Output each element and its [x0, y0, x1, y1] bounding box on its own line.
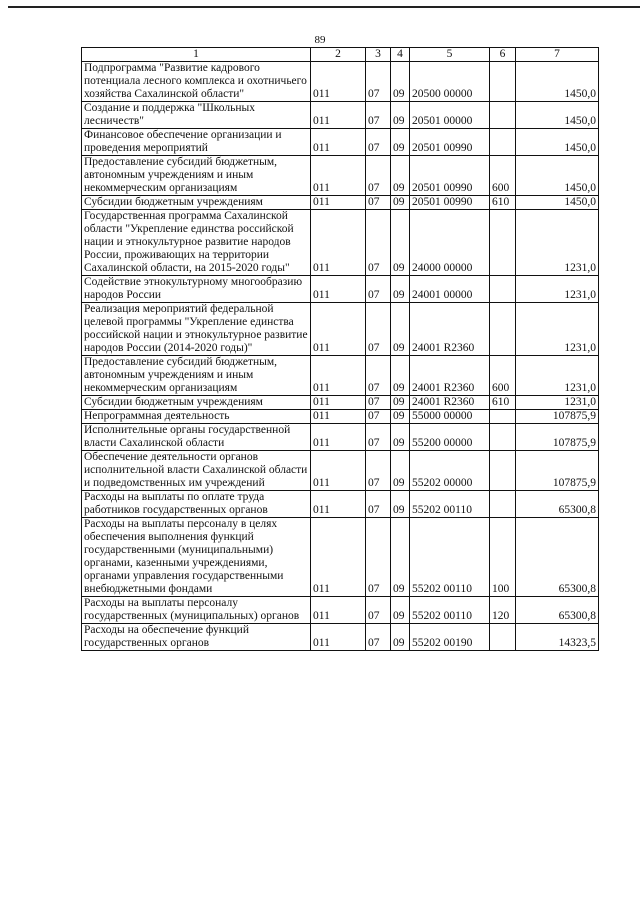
row-name: Расходы на обеспечение функций государственных органов: [82, 624, 311, 651]
row-target-article: 55202 00000: [410, 451, 490, 491]
row-gr-code: 011: [311, 102, 366, 129]
row-gr-code: 011: [311, 303, 366, 356]
table-row: [82, 102, 599, 129]
table-row: [82, 276, 599, 303]
row-name: Исполнительные органы государственной власти Сахалинской области: [82, 424, 311, 451]
column-header: 2: [311, 48, 366, 62]
row-section-code: 07: [366, 303, 391, 356]
row-subsection-code: 09: [391, 303, 410, 356]
row-target-article: 20500 00000: [410, 62, 490, 102]
row-amount: 65300,8: [516, 491, 599, 518]
row-name: Расходы на выплаты по оплате труда работников государственных органов: [82, 491, 311, 518]
row-target-article: 55000 00000: [410, 410, 490, 424]
row-gr-code: 011: [311, 518, 366, 597]
row-target-article: 24001 R2360: [410, 303, 490, 356]
row-gr-code: 011: [311, 156, 366, 196]
row-gr-code: 011: [311, 491, 366, 518]
row-section-code: 07: [366, 210, 391, 276]
row-target-article: 24001 00000: [410, 276, 490, 303]
row-target-article: 55202 00110: [410, 597, 490, 624]
row-target-article: 24001 R2360: [410, 356, 490, 396]
row-subsection-code: 09: [391, 129, 410, 156]
row-name: Предоставление субсидий бюджетным, автономным учреждениям и иным некоммерческим организациям: [82, 156, 311, 196]
row-amount: 1231,0: [516, 210, 599, 276]
row-target-article: 24000 00000: [410, 210, 490, 276]
row-target-article: 24001 R2360: [410, 396, 490, 410]
column-header: 6: [490, 48, 516, 62]
column-header: 7: [516, 48, 599, 62]
table-row: [82, 597, 599, 624]
row-name: Государственная программа Сахалинской области "Укрепление единства российской нации и этнокультурное развитие народов России, проживающих на территории Сахалинской области, на 2015-2020 годы": [82, 210, 311, 276]
row-section-code: 07: [366, 276, 391, 303]
row-gr-code: 011: [311, 451, 366, 491]
row-amount: 1231,0: [516, 303, 599, 356]
row-subsection-code: 09: [391, 356, 410, 396]
row-subsection-code: 09: [391, 518, 410, 597]
row-section-code: 07: [366, 102, 391, 129]
row-target-article: 20501 00000: [410, 102, 490, 129]
table-row: [82, 451, 599, 491]
row-expense-type: 120: [490, 597, 516, 624]
table-row: [82, 129, 599, 156]
row-subsection-code: 09: [391, 424, 410, 451]
row-gr-code: 011: [311, 196, 366, 210]
row-name: Расходы на выплаты персоналу государственных (муниципальных) органов: [82, 597, 311, 624]
row-gr-code: 011: [311, 62, 366, 102]
row-expense-type: [490, 303, 516, 356]
row-subsection-code: 09: [391, 62, 410, 102]
row-subsection-code: 09: [391, 102, 410, 129]
row-gr-code: 011: [311, 276, 366, 303]
row-gr-code: 011: [311, 597, 366, 624]
row-target-article: 55202 00190: [410, 624, 490, 651]
row-target-article: 20501 00990: [410, 129, 490, 156]
row-target-article: 55200 00000: [410, 424, 490, 451]
row-subsection-code: 09: [391, 276, 410, 303]
row-amount: 14323,5: [516, 624, 599, 651]
row-section-code: 07: [366, 410, 391, 424]
row-section-code: 07: [366, 356, 391, 396]
row-expense-type: [490, 276, 516, 303]
row-section-code: 07: [366, 518, 391, 597]
row-section-code: 07: [366, 424, 391, 451]
row-amount: 65300,8: [516, 597, 599, 624]
column-header: 3: [366, 48, 391, 62]
row-name: Непрограммная деятельность: [82, 410, 311, 424]
row-expense-type: [490, 102, 516, 129]
row-name: Содействие этнокультурному многообразию народов России: [82, 276, 311, 303]
table-row: [82, 491, 599, 518]
header-row: [82, 48, 599, 62]
row-amount: 65300,8: [516, 518, 599, 597]
row-target-article: 55202 00110: [410, 518, 490, 597]
row-section-code: 07: [366, 491, 391, 518]
row-expense-type: [490, 424, 516, 451]
table-row: [82, 410, 599, 424]
table-row: [82, 624, 599, 651]
row-target-article: 55202 00110: [410, 491, 490, 518]
row-name: Субсидии бюджетным учреждениям: [82, 196, 311, 210]
row-name: Расходы на выплаты персоналу в целях обеспечения выполнения функций государственными (муниципальными) органами, казенными учреждениями, органами управления государственными внебюджетными фондами: [82, 518, 311, 597]
row-amount: 1231,0: [516, 396, 599, 410]
row-expense-type: [490, 491, 516, 518]
row-name: Создание и поддержка "Школьных лесничеств": [82, 102, 311, 129]
row-section-code: 07: [366, 196, 391, 210]
row-amount: 107875,9: [516, 451, 599, 491]
row-expense-type: [490, 624, 516, 651]
row-subsection-code: 09: [391, 491, 410, 518]
row-name: Подпрограмма "Развитие кадрового потенциала лесного комплекса и охотничьего хозяйства Сахалинской области": [82, 62, 311, 102]
table-row: [82, 356, 599, 396]
row-expense-type: 610: [490, 196, 516, 210]
row-gr-code: 011: [311, 210, 366, 276]
row-expense-type: [490, 210, 516, 276]
row-amount: 1450,0: [516, 196, 599, 210]
row-section-code: 07: [366, 156, 391, 196]
row-gr-code: 011: [311, 410, 366, 424]
row-subsection-code: 09: [391, 410, 410, 424]
row-gr-code: 011: [311, 396, 366, 410]
column-header: 1: [82, 48, 311, 62]
budget-table: [81, 47, 599, 651]
row-name: Финансовое обеспечение организации и проведения мероприятий: [82, 129, 311, 156]
row-section-code: 07: [366, 62, 391, 102]
row-target-article: 20501 00990: [410, 196, 490, 210]
row-subsection-code: 09: [391, 396, 410, 410]
row-expense-type: [490, 129, 516, 156]
row-expense-type: 100: [490, 518, 516, 597]
table-row: [82, 518, 599, 597]
row-subsection-code: 09: [391, 196, 410, 210]
row-amount: 107875,9: [516, 424, 599, 451]
row-expense-type: 600: [490, 356, 516, 396]
row-target-article: 20501 00990: [410, 156, 490, 196]
row-amount: 1450,0: [516, 62, 599, 102]
row-expense-type: [490, 410, 516, 424]
row-amount: 1450,0: [516, 129, 599, 156]
row-expense-type: [490, 62, 516, 102]
row-section-code: 07: [366, 129, 391, 156]
column-header: 5: [410, 48, 490, 62]
row-gr-code: 011: [311, 356, 366, 396]
row-subsection-code: 09: [391, 597, 410, 624]
row-section-code: 07: [366, 597, 391, 624]
row-gr-code: 011: [311, 624, 366, 651]
row-name: Субсидии бюджетным учреждениям: [82, 396, 311, 410]
row-section-code: 07: [366, 624, 391, 651]
row-amount: 1231,0: [516, 276, 599, 303]
row-expense-type: 600: [490, 156, 516, 196]
row-subsection-code: 09: [391, 156, 410, 196]
row-section-code: 07: [366, 396, 391, 410]
row-subsection-code: 09: [391, 210, 410, 276]
row-gr-code: 011: [311, 129, 366, 156]
column-header: 4: [391, 48, 410, 62]
page-number: 89: [314, 34, 326, 46]
row-name: Реализация мероприятий федеральной целевой программы "Укрепление единства российской нации и этнокультурное развитие народов России (2014-2020 годы)": [82, 303, 311, 356]
row-subsection-code: 09: [391, 624, 410, 651]
table-row: [82, 196, 599, 210]
row-amount: 107875,9: [516, 410, 599, 424]
row-expense-type: 610: [490, 396, 516, 410]
table-row: [82, 396, 599, 410]
row-gr-code: 011: [311, 424, 366, 451]
row-amount: 1450,0: [516, 102, 599, 129]
row-section-code: 07: [366, 451, 391, 491]
row-subsection-code: 09: [391, 451, 410, 491]
row-name: Предоставление субсидий бюджетным, автономным учреждениям и иным некоммерческим организациям: [82, 356, 311, 396]
row-expense-type: [490, 451, 516, 491]
table-row: [82, 424, 599, 451]
table-row: [82, 62, 599, 102]
table-row: [82, 156, 599, 196]
table-row: [82, 210, 599, 276]
top-rule: [8, 6, 640, 8]
table-row: [82, 303, 599, 356]
row-amount: 1450,0: [516, 156, 599, 196]
row-amount: 1231,0: [516, 356, 599, 396]
row-name: Обеспечение деятельности органов исполнительной власти Сахалинской области и подведомственных им учреждений: [82, 451, 311, 491]
